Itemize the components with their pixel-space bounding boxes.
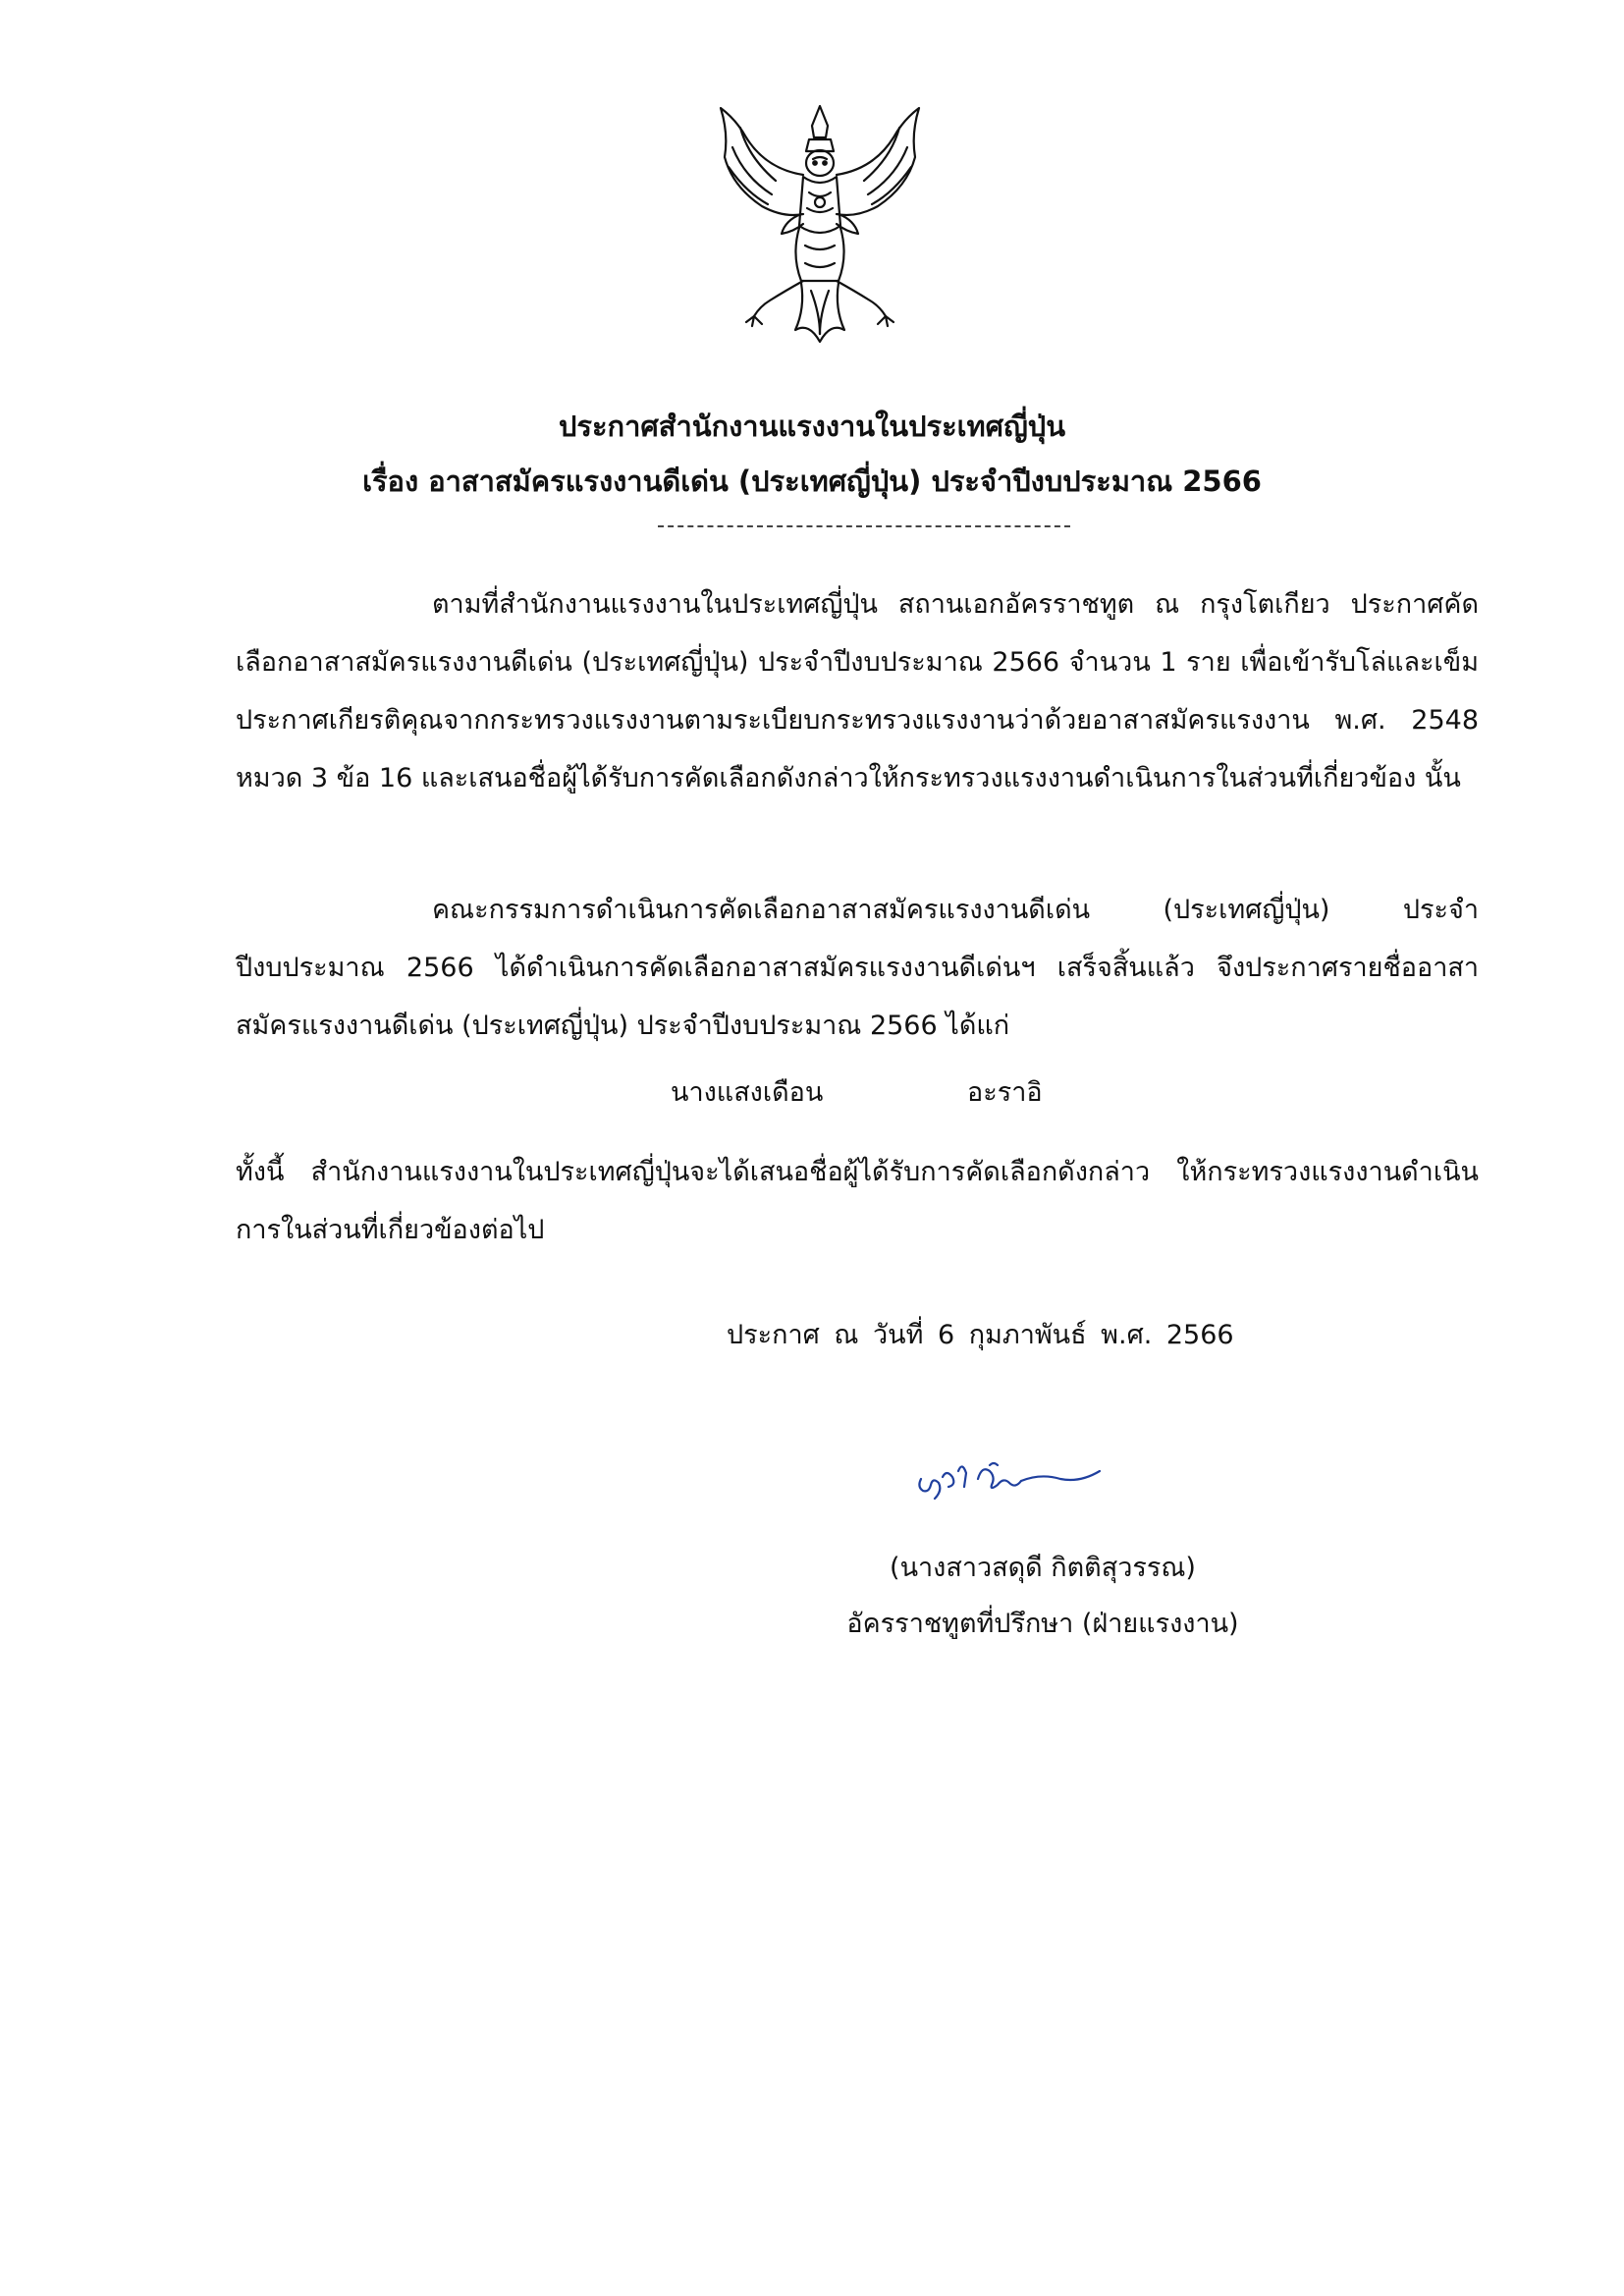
awardee-first-name: นางแสงเดือน <box>671 1077 824 1108</box>
handwritten-signature <box>913 1444 1110 1512</box>
signer-position: อัครราชทูตที่ปรึกษา (ฝ่ายแรงงาน) <box>846 1609 1239 1639</box>
body-paragraph-2: คณะกรรมการดำเนินการคัดเลือกอาสาสมัครแรงงานดีเด่น (ประเทศญี่ปุ่น) ประจำปีงบประมาณ 2566 ได้ดำเนินการคัดเลือกอาสาสมัครแรงงานดีเด่นฯ เสร็จสิ้นแล้ว จึงประกาศรายชื่ออาสาสมัครแรงงานดีเด่น (ประเทศญี่ปุ่น) ประจำปีงบประมาณ 2566 ได้แก่ <box>236 895 1479 1041</box>
announcement-date: ประกาศ ณ วันที่ 6 กุมภาพันธ์ พ.ศ. 2566 <box>727 1320 1234 1350</box>
announcement-subject: เรื่อง อาสาสมัครแรงงานดีเด่น (ประเทศญี่ปุ่น) ประจำปีงบประมาณ 2566 <box>362 465 1262 498</box>
awardee-last-name: อะราอิ <box>967 1077 1043 1108</box>
signer-name: (นางสาวสดุดี กิตติสุวรรณ) <box>890 1553 1196 1583</box>
body-paragraph-3: ทั้งนี้ สำนักงานแรงงานในประเทศญี่ปุ่นจะได้เสนอชื่อผู้ได้รับการคัดเลือกดังกล่าว ให้กระทรวงแรงงานดำเนินการในส่วนที่เกี่ยวข้องต่อไป <box>236 1157 1479 1245</box>
garuda-emblem-icon <box>707 98 933 354</box>
title-divider <box>658 525 1070 527</box>
announcement-title: ประกาศสำนักงานแรงงานในประเทศญี่ปุ่น <box>558 410 1066 443</box>
body-paragraph-1: ตามที่สำนักงานแรงงานในประเทศญี่ปุ่น สถานเอกอัครราชทูต ณ กรุงโตเกียว ประกาศคัดเลือกอาสาสมัครแรงงานดีเด่น (ประเทศญี่ปุ่น) ประจำปีงบประมาณ 2566 จำนวน 1 ราย เพื่อเข้ารับโล่และเข็มประกาศเกียรติคุณจากกระทรวงแรงงานตามระเบียบกระทรวงแรงงานว่าด้วยอาสาสมัครแรงงาน พ.ศ. 2548 หมวด 3 ข้อ 16 และเสนอชื่อผู้ได้รับการคัดเลือกดังกล่าวให้กระทรวงแรงงานดำเนินการในส่วนที่เกี่ยวข้อง นั้น <box>236 589 1479 793</box>
